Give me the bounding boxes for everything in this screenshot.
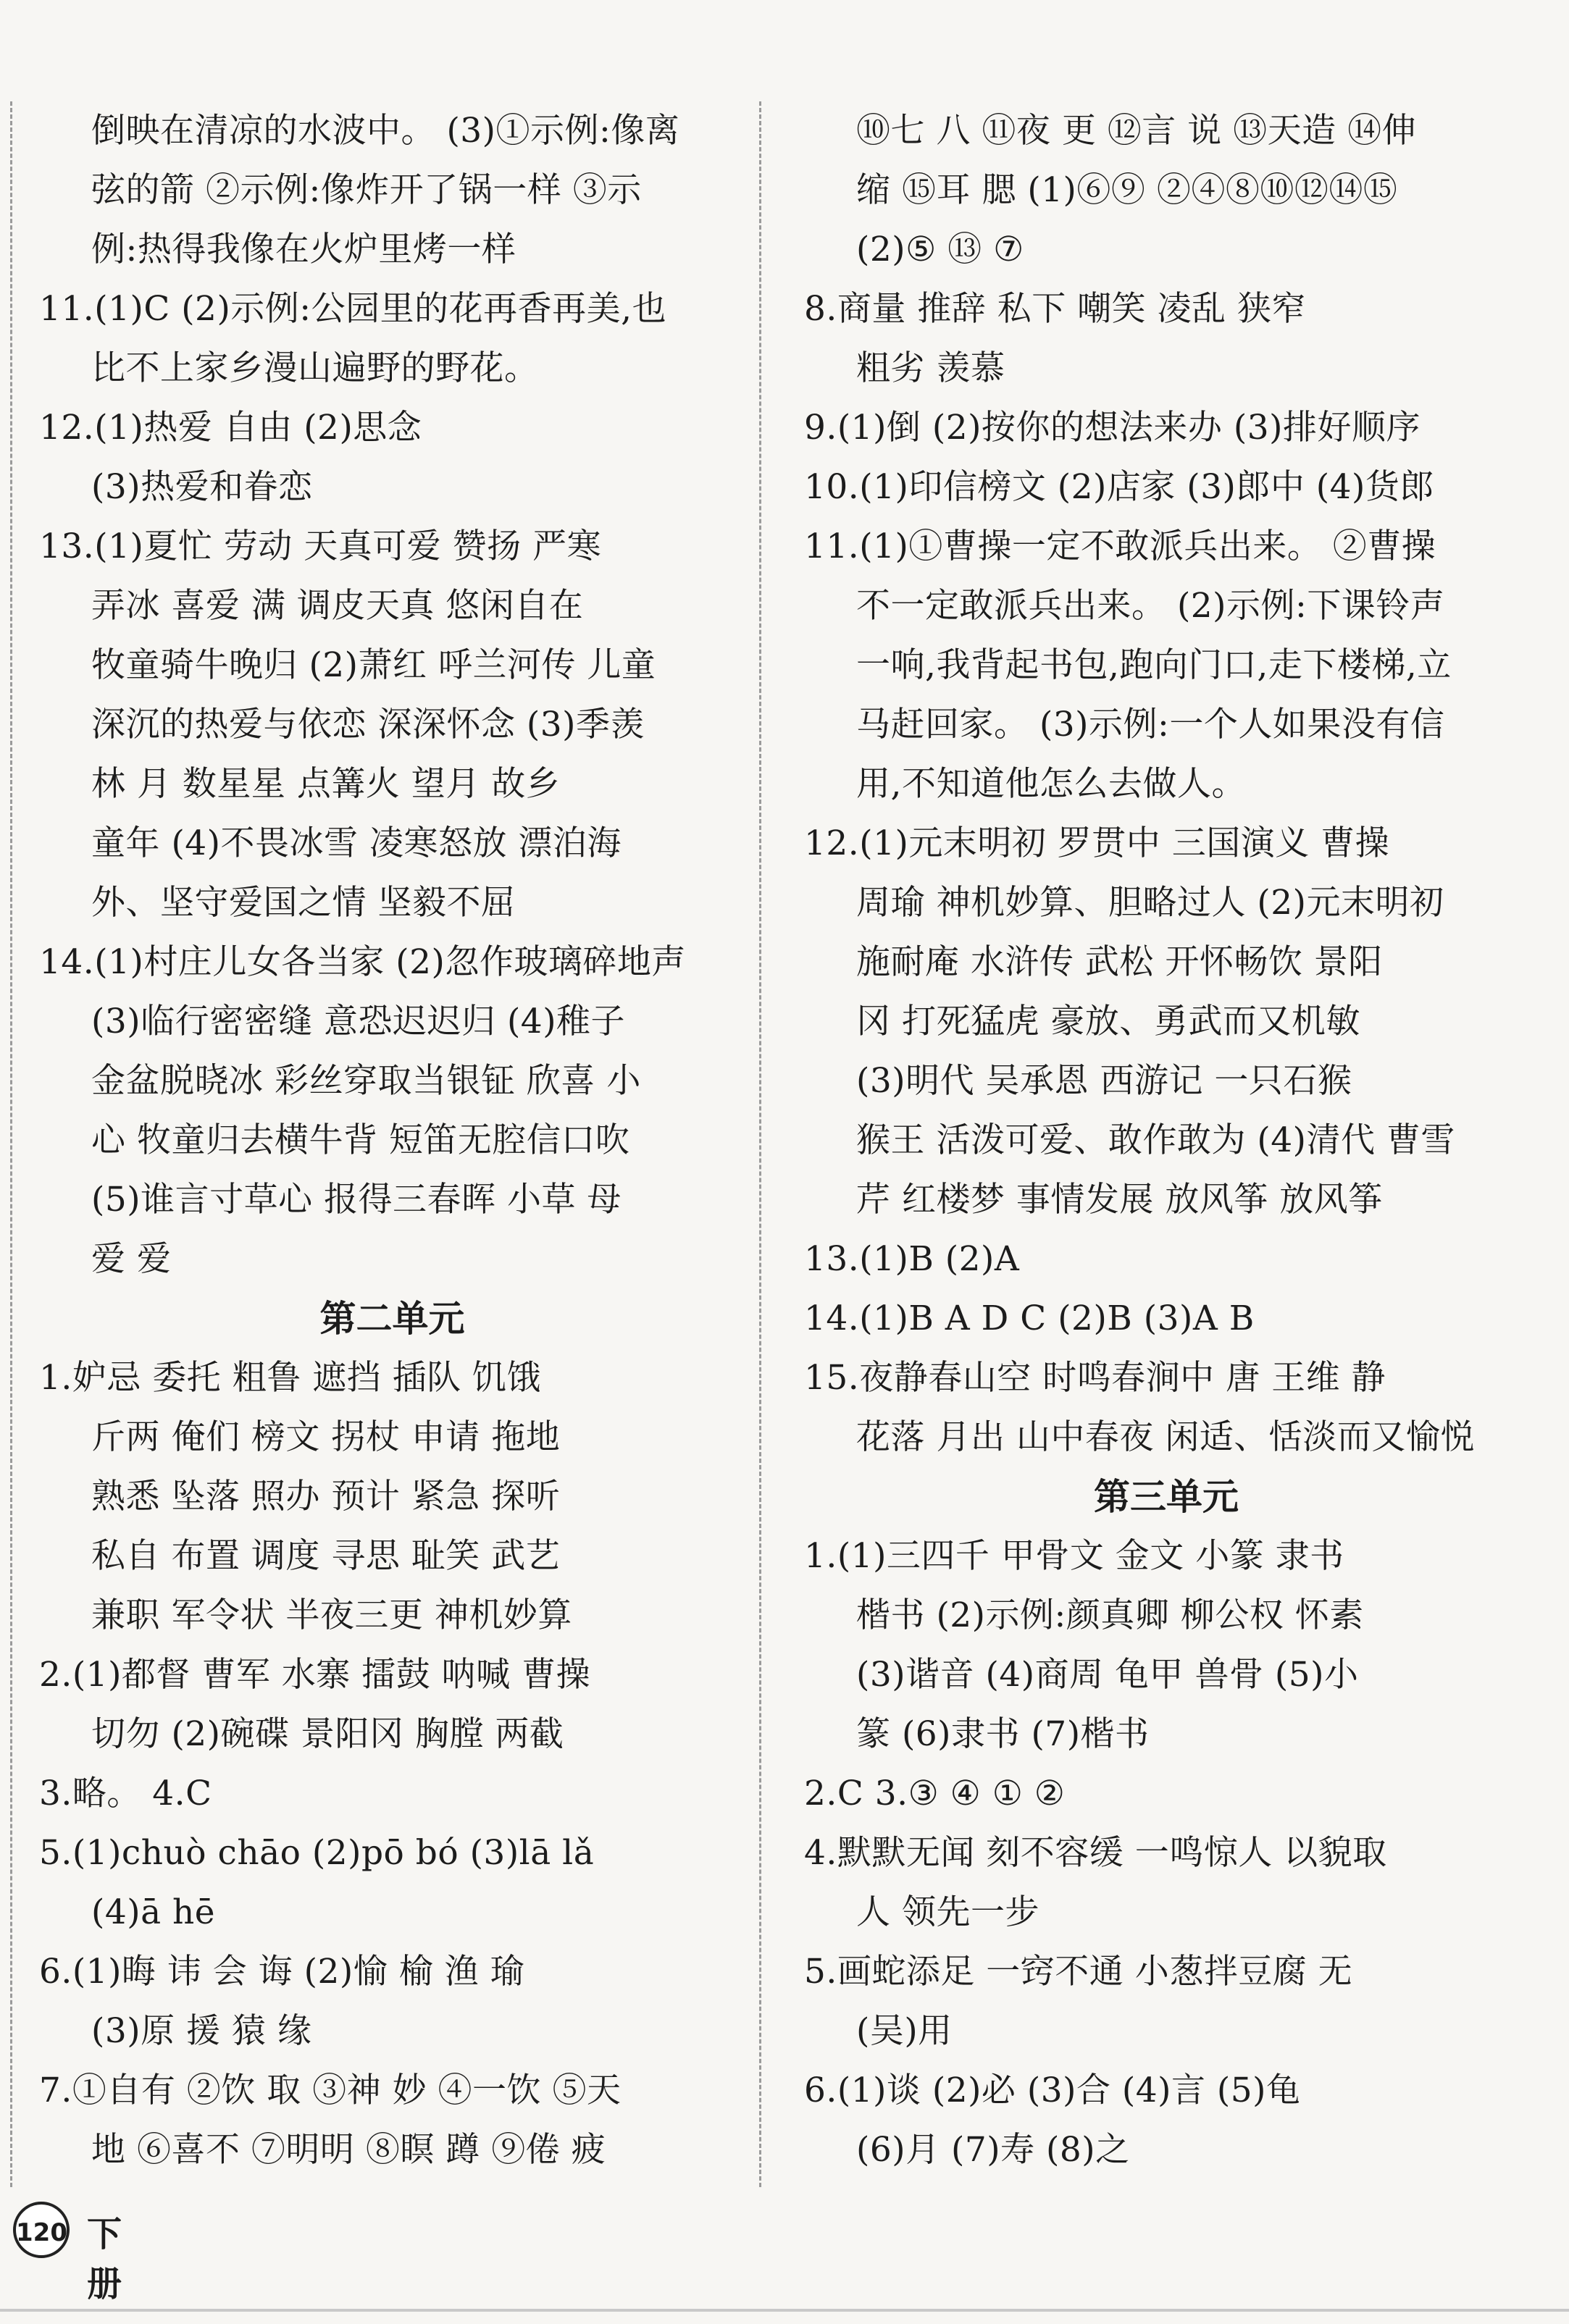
answer-line: (5)谁言寸草心 报得三春晖 小草 母: [91, 1180, 622, 1220]
answer-line: (4)ā hē: [91, 1892, 216, 1932]
left-margin-divider: [10, 101, 12, 2187]
answer-line: 1.(1)三四千 甲骨文 金文 小篆 隶书: [804, 1536, 1344, 1576]
answer-line: 10.(1)印信榜文 (2)店家 (3)郎中 (4)货郎: [804, 467, 1434, 507]
answer-line: 弦的箭 ②示例:像炸开了锅一样 ③示: [91, 170, 642, 210]
answer-line: 12.(1)元末明初 罗贯中 三国演义 曹操: [804, 823, 1390, 863]
answer-line: 弄冰 喜爱 满 调皮天真 悠闲自在: [91, 586, 584, 626]
answer-line: (6)月 (7)寿 (8)之: [856, 2130, 1130, 2170]
answer-line: 12.(1)热爱 自由 (2)思念: [39, 408, 422, 448]
answer-line: 1.妒忌 委托 粗鲁 遮挡 插队 饥饿: [39, 1358, 542, 1398]
answer-line: (3)谐音 (4)商周 龟甲 兽骨 (5)小: [856, 1655, 1359, 1695]
answer-line: 用,不知道他怎么去做人。: [856, 764, 1246, 804]
column-divider: [759, 101, 761, 2187]
answer-line: (2)⑤ ⑬ ⑦: [856, 230, 1024, 269]
answer-line: 15.夜静春山空 时鸣春涧中 唐 王维 静: [804, 1358, 1386, 1398]
right-column: [804, 101, 1528, 2180]
answer-line: ⑩七 八 ⑪夜 更 ⑫言 说 ⑬天造 ⑭伸: [856, 111, 1417, 151]
answer-line: 11.(1)C (2)示例:公园里的花再香再美,也: [39, 289, 667, 329]
answer-line: 周瑜 神机妙算、胆略过人 (2)元末明初: [856, 883, 1444, 923]
answer-line: 例:热得我像在火炉里烤一样: [91, 230, 516, 269]
answer-line: 3.略。 4.C: [39, 1774, 212, 1813]
answer-line: 外、坚守爱国之情 坚毅不屈: [91, 883, 516, 923]
answer-line: 斤两 俺们 榜文 拐杖 申请 拖地: [91, 1417, 561, 1457]
answer-line: (3)明代 吴承恩 西游记 一只石猴: [856, 1061, 1352, 1101]
answer-line: 14.(1)B A D C (2)B (3)A B: [804, 1299, 1255, 1338]
answer-line: 一响,我背起书包,跑向门口,走下楼梯,立: [856, 645, 1452, 685]
answer-line: 11.(1)①曹操一定不敢派兵出来。 ②曹操: [804, 527, 1436, 566]
answer-line: 芹 红楼梦 事情发展 放风筝 放风筝: [856, 1180, 1383, 1220]
answer-line: 5.(1)chuò chāo (2)pō bó (3)lā lǎ: [39, 1833, 595, 1873]
answer-line: 熟悉 坠落 照办 预计 紧急 探听: [91, 1477, 561, 1517]
answer-line: 私自 布置 调度 寻思 耻笑 武艺: [91, 1536, 561, 1576]
answer-line: (3)临行密密缝 意恐迟迟归 (4)稚子: [91, 1002, 626, 1041]
answer-line: 2.(1)都督 曹军 水寨 擂鼓 呐喊 曹操: [39, 1655, 591, 1695]
answer-line: (3)原 援 猿 缘: [91, 2011, 312, 2051]
answer-line: 林 月 数星星 点篝火 望月 故乡: [91, 764, 561, 804]
section-heading: 第三单元: [1094, 1476, 1239, 1518]
answer-line: 8.商量 推辞 私下 嘲笑 凌乱 狭窄: [804, 289, 1307, 329]
answer-line: 冈 打死猛虎 豪放、勇武而又机敏: [856, 1002, 1360, 1041]
answer-line: 粗劣 羡慕: [856, 348, 1005, 388]
answer-line: 13.(1)B (2)A: [804, 1239, 1020, 1279]
answer-line: 篆 (6)隶书 (7)楷书: [856, 1714, 1150, 1754]
answer-line: 倒映在清凉的水波中。 (3)①示例:像离: [91, 111, 680, 151]
answer-line: 6.(1)晦 讳 会 诲 (2)愉 榆 渔 瑜: [39, 1952, 525, 1992]
page-number-badge: 120: [13, 2202, 70, 2258]
answer-line: 9.(1)倒 (2)按你的想法来办 (3)排好顺序: [804, 408, 1421, 448]
answer-line: 13.(1)夏忙 劳动 天真可爱 赞扬 严寒: [39, 527, 602, 566]
answer-line: 6.(1)谈 (2)必 (3)合 (4)言 (5)龟: [804, 2071, 1301, 2110]
bottom-rule: [0, 2309, 1569, 2312]
answer-line: 缩 ⑮耳 腮 (1)⑥⑨ ②④⑧⑩⑫⑭⑮: [856, 170, 1398, 210]
answer-line: 金盆脱晓冰 彩丝穿取当银钲 欣喜 小: [91, 1061, 641, 1101]
answer-line: 兼职 军令状 半夜三更 神机妙算: [91, 1595, 572, 1635]
answer-line: (吴)用: [856, 2011, 953, 2051]
answer-line: 楷书 (2)示例:颜真卿 柳公权 怀素: [856, 1595, 1364, 1635]
book-volume-label: 下册: [87, 2214, 122, 2304]
answer-line: 心 牧童归去横牛背 短笛无腔信口吹: [91, 1120, 630, 1160]
answer-line: 爱 爱: [91, 1239, 172, 1279]
section-heading: 第二单元: [319, 1298, 465, 1340]
answer-line: 花落 月出 山中春夜 闲适、恬淡而又愉悦: [856, 1417, 1475, 1457]
answer-line: 人 领先一步: [856, 1892, 1039, 1932]
answer-line: 7.①自有 ②饮 取 ③神 妙 ④一饮 ⑤天: [39, 2071, 622, 2110]
answer-line: 童年 (4)不畏冰雪 凌寒怒放 漂泊海: [91, 823, 622, 863]
answer-line: 比不上家乡漫山遍野的野花。: [91, 348, 539, 388]
answer-line: 切勿 (2)碗碟 景阳冈 胸膛 两截: [91, 1714, 564, 1754]
answer-line: 猴王 活泼可爱、敢作敢为 (4)清代 曹雪: [856, 1120, 1455, 1160]
left-column: [39, 101, 745, 2180]
answer-line: 深沉的热爱与依恋 深深怀念 (3)季羡: [91, 705, 645, 744]
answer-line: 不一定敢派兵出来。 (2)示例:下课铃声: [856, 586, 1445, 626]
answer-line: 4.默默无闻 刻不容缓 一鸣惊人 以貌取: [804, 1833, 1387, 1873]
answer-line: (3)热爱和眷恋: [91, 467, 313, 507]
answer-line: 2.C 3.③ ④ ① ②: [804, 1774, 1066, 1813]
answer-line: 14.(1)村庄儿女各当家 (2)忽作玻璃碎地声: [39, 942, 686, 982]
answer-line: 马赶回家。 (3)示例:一个人如果没有信: [856, 705, 1445, 744]
answer-line: 施耐庵 水浒传 武松 开怀畅饮 景阳: [856, 942, 1383, 982]
answer-line: 地 ⑥喜不 ⑦明明 ⑧瞑 蹲 ⑨倦 疲: [91, 2130, 606, 2170]
answer-line: 5.画蛇添足 一窍不通 小葱拌豆腐 无: [804, 1952, 1353, 1992]
answer-line: 牧童骑牛晚归 (2)萧红 呼兰河传 儿童: [91, 645, 656, 685]
